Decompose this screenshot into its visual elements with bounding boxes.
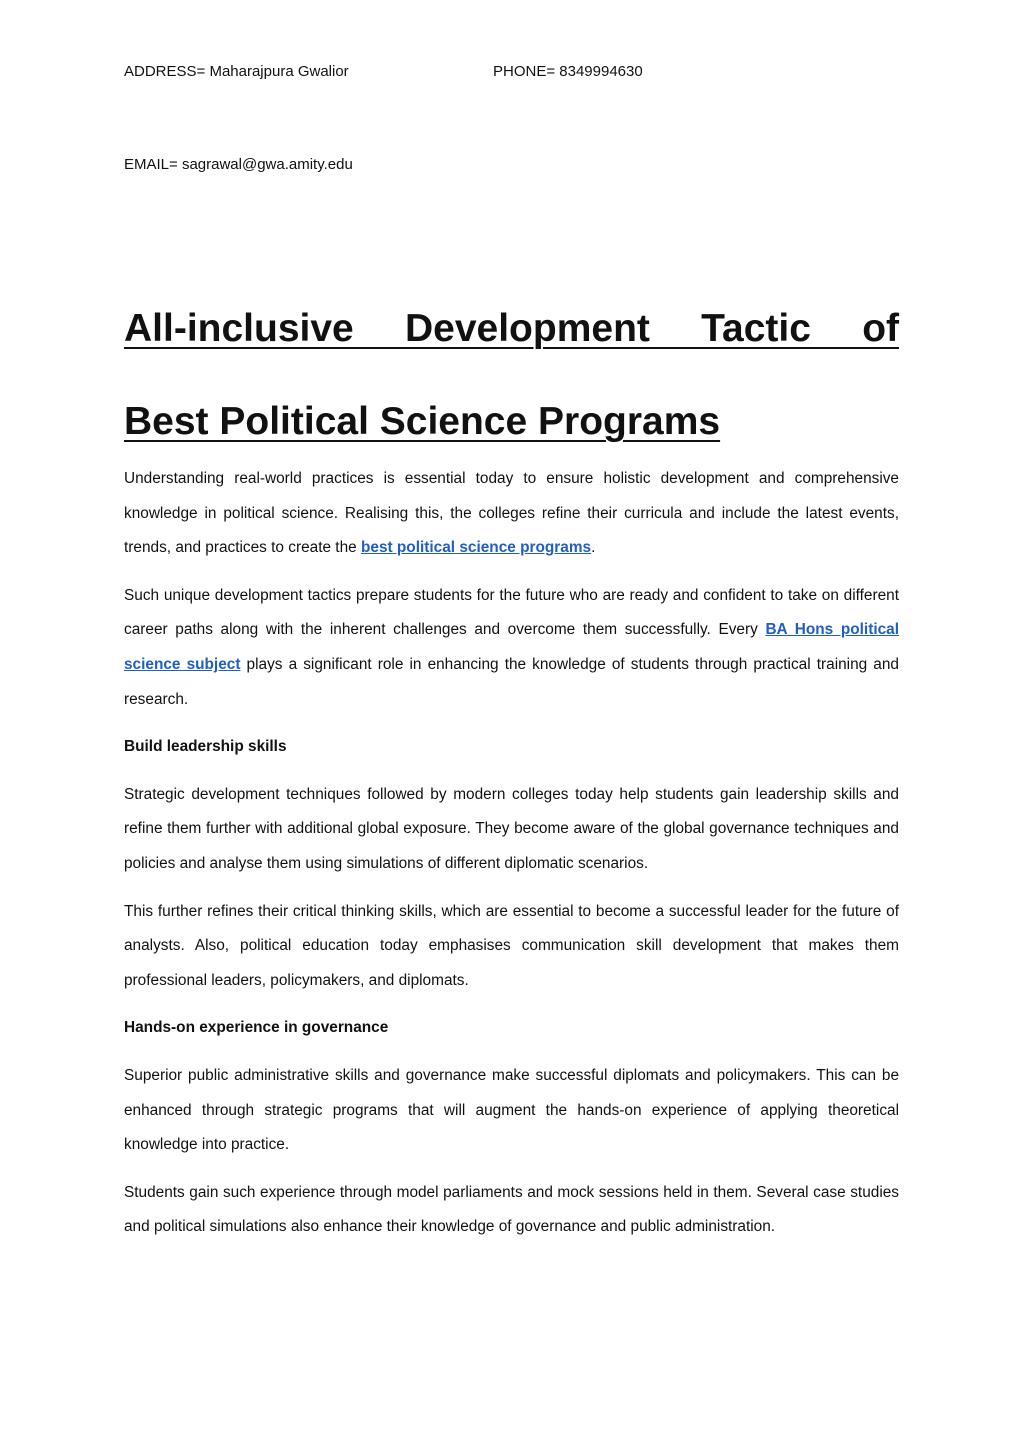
paragraph-1 xyxy=(124,462,899,566)
paragraph-5: Superior public administrative skills and governance make successful diplomats and policymakers. This can be enhanced through strategic programs that will augment the hands-on experience of applying theoretical knowledge into practice. xyxy=(124,1066,899,1154)
paragraph-6: Students gain such experience through model parliaments and mock sessions held in them. Several case studies and political simulations also enhance their knowledge of governance and public administration. xyxy=(124,1183,899,1236)
paragraph-4: This further refines their critical thinking skills, which are essential to become a successful leader for the future of analysts. Also, political education today emphasises communication skill development that makes them professional leaders, policymakers, and diplomats. xyxy=(124,902,899,989)
email-text: EMAIL= sagrawal@gwa.amity.edu xyxy=(124,156,353,173)
section-heading-governance: Hands-on experience in governance xyxy=(124,1019,389,1037)
paragraph-2-text-end: plays a significant role in enhancing the knowledge of students through practical training and research. xyxy=(124,655,899,708)
address-text: ADDRESS= Maharajpura Gwalior xyxy=(124,63,349,80)
phone-text: PHONE= 8349994630 xyxy=(493,63,643,80)
paragraph-3: Strategic development techniques followed by modern colleges today help students gain leadership skills and refine them further with additional global exposure. They become aware of the global governance techniques and policies and analyse them using simulations of different diplomatic scenarios. xyxy=(124,785,899,872)
contact-row xyxy=(124,62,899,82)
paragraph-2-text-start: Such unique development tactics prepare students for the future who are ready and confident to take on different career paths along with the inherent challenges and overcome them successfully. Every xyxy=(124,586,899,639)
section-heading-leadership: Build leadership skills xyxy=(124,738,287,756)
document-body xyxy=(124,462,899,1258)
best-political-science-programs-link[interactable]: best political science programs xyxy=(360,539,592,557)
paragraph-1-text-start: Understanding real-world practices is essential today to ensure holistic development and comprehensive knowledge in political science. Realising this, the colleges refine their curricula and include the latest events, trends, and practices to create the xyxy=(124,470,899,557)
title-line-1: All-inclusive Development Tactic of xyxy=(124,307,899,350)
paragraph-2 xyxy=(124,579,899,717)
paragraph-1-text-end: . xyxy=(591,539,596,557)
title-line-2: Best Political Science Programs xyxy=(124,400,721,443)
document-title xyxy=(124,282,899,468)
ba-hons-political-science-subject-link[interactable]: BA Hons political science subject xyxy=(124,621,899,673)
